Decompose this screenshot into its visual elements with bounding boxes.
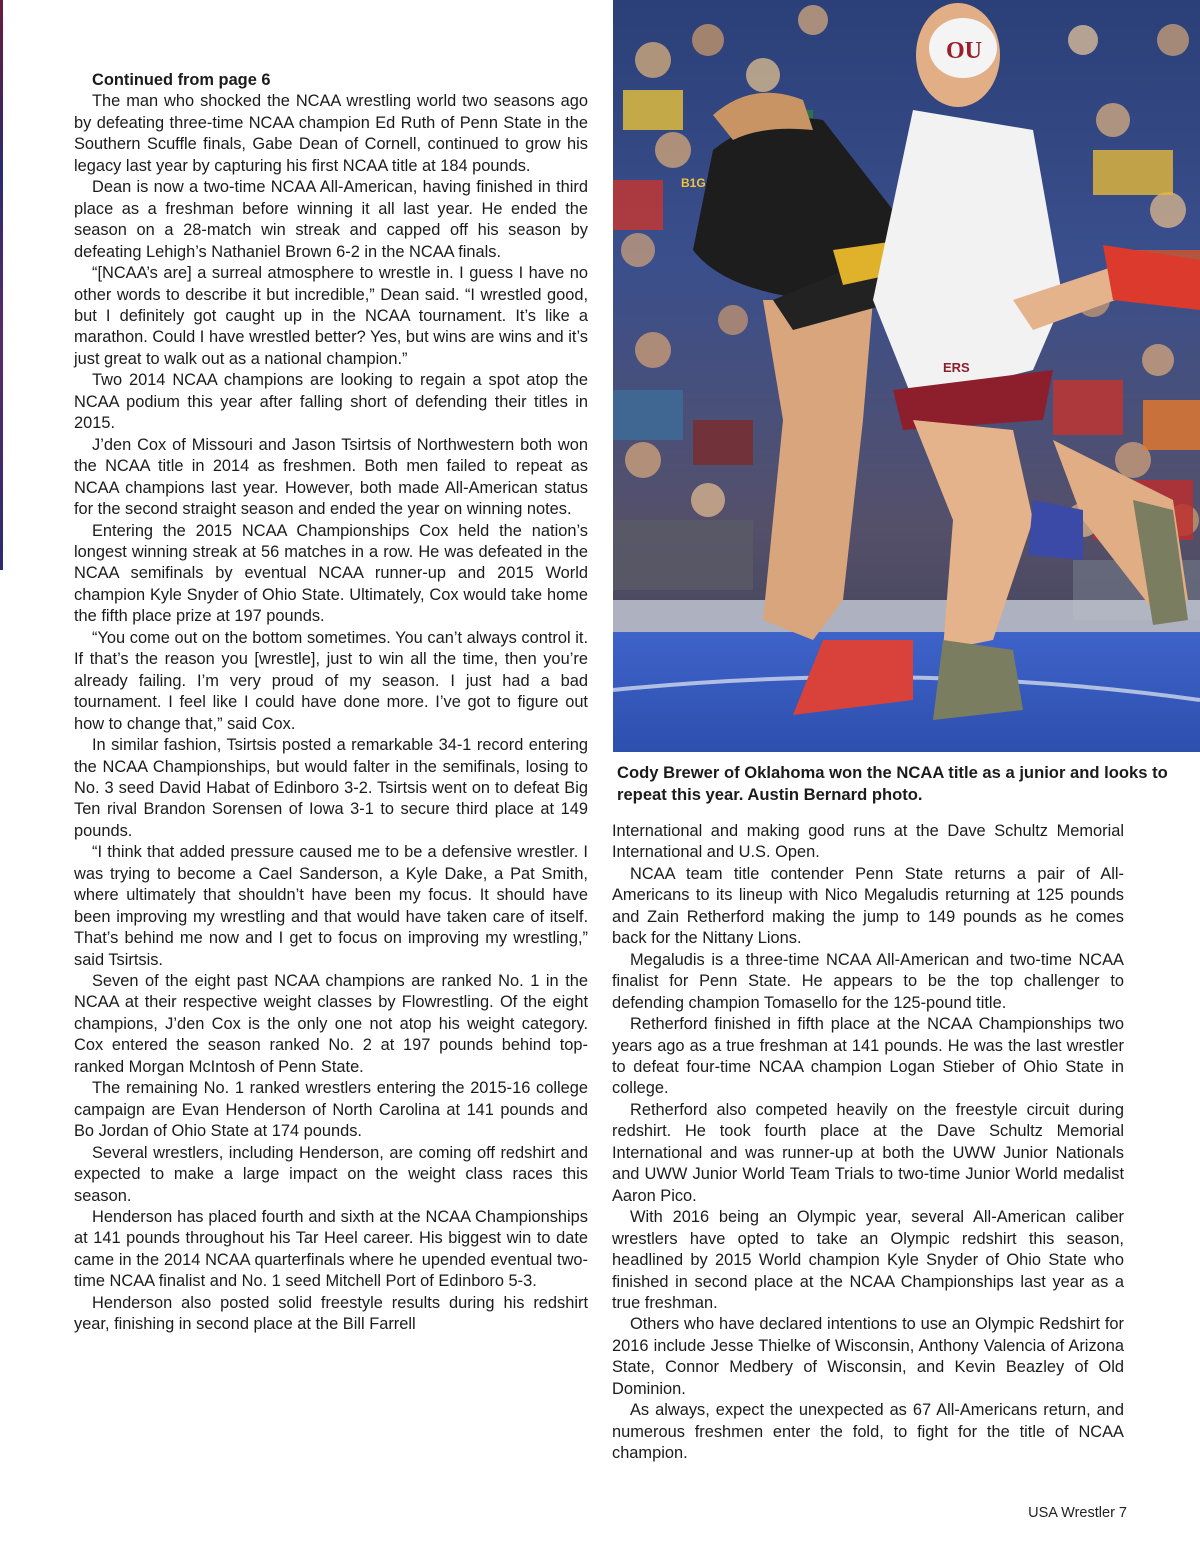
paragraph: The man who shocked the NCAA wrestling world two seasons ago by defeating three-time NCAA champion Ed Ruth of Penn State in the Southern Scuffle finals, Gabe Dean of Cornell, continued to grow his legacy last year by capturing his first NCAA title at 184 pounds. bbox=[74, 92, 588, 175]
photo-caption: Cody Brewer of Oklahoma won the NCAA title as a junior and looks to repeat this year. Austin Bernard photo. bbox=[617, 763, 1168, 804]
paragraph: Entering the 2015 NCAA Championships Cox held the nation’s longest winning streak at 56 matches in a row. He was defeated in the NCAA semifinals by eventual NCAA runner-up and 2015 World champion Kyle Snyder of Ohio State. Ultimately, Cox would take home the fifth place prize at 197 pounds. bbox=[74, 521, 588, 626]
paragraph: Henderson has placed fourth and sixth at the NCAA Championships at 141 pounds throughout his Tar Heel career. His biggest win to date came in the 2014 NCAA quarterfinals where he upended eventual two-time NCAA finalist and No. 1 seed Mitchell Port of Edinboro 5-3. bbox=[74, 1208, 588, 1291]
paragraph: As always, expect the unexpected as 67 All-Americans return, and numerous freshmen enter the fold, to fight for the title of NCAA champion. bbox=[612, 1401, 1124, 1463]
paragraph: “[NCAA’s are] a surreal atmosphere to wrestle in. I guess I have no other words to describe it but incredible,” Dean said. “I wrestled good, but I definitely got caught up in the NCAA tournament. It’s like a marathon. Could I have wrestled better? Yes, but wins are wins and it’s just great to walk out as a national champion.” bbox=[74, 264, 588, 368]
page-folio: USA Wrestler 7 bbox=[1028, 1505, 1127, 1521]
paragraph: Several wrestlers, including Henderson, are coming off redshirt and expected to make a large impact on the weight class races this season. bbox=[74, 1143, 588, 1205]
paragraph: “You come out on the bottom sometimes. You can’t always control it. If that’s the reason you [wrestle], just to win all the time, then you’re already failing. I’m very proud of my season. I just had a bad tournament. I feel like I could have done more. I’ve got to figure out how to change that,” said Cox. bbox=[74, 628, 588, 733]
paragraph: Dean is now a two-time NCAA All-American, having finished in third place as a freshman before winning it all last year. He ended the season on a 28-match win streak and capped off his season by defeating Lehigh’s Nathaniel Brown 6-2 in the NCAA finals. bbox=[74, 178, 588, 261]
paragraph: J’den Cox of Missouri and Jason Tsirtsis of Northwestern both won the NCAA title in 2014 as freshmen. Both men failed to repeat as NCAA champions last year. However, both made All-American status for the second straight season and ended the year on winning notes. bbox=[74, 435, 588, 519]
headgear-logo: OU bbox=[946, 38, 982, 64]
paragraph: The remaining No. 1 ranked wrestlers entering the 2015-16 college campaign are Evan Henderson of North Carolina at 141 pounds and Bo Jordan of Ohio State at 174 pounds. bbox=[74, 1079, 588, 1141]
paragraph-continuation: International and making good runs at the Dave Schultz Memorial International and U.S. Open. bbox=[612, 822, 1124, 862]
paragraph: Retherford also competed heavily on the freestyle circuit during redshirt. He took fourth place at the Dave Schultz Memorial International and was runner-up at both the UWW Junior Nationals and UWW Junior World Team Trials to two-time Junior World medalist Aaron Pico. bbox=[612, 1100, 1124, 1205]
paragraph: “I think that added pressure caused me to be a defensive wrestler. I was trying to become a Cael Sanderson, a Kyle Dake, a Pat Smith, where ultimately that shouldn’t have been my focus. It should have been improving my wrestling and that would have taken care of itself. That’s behind me now and I get to focus on improving my wrestling,” said Tsirtsis. bbox=[74, 843, 588, 969]
singlet-front-text: ERS bbox=[943, 360, 970, 375]
paragraph: Seven of the eight past NCAA champions are ranked No. 1 in the NCAA at their respective weight classes by Flowrestling. Of the eight champions, J’den Cox is the only one not atop his weight category. Cox entered the season ranked No. 2 at 197 pounds behind top-ranked Morgan McIntosh of Penn State. bbox=[74, 972, 588, 1076]
left-article-column bbox=[74, 70, 588, 1336]
wrestling-photo bbox=[613, 0, 1200, 752]
singlet-b1g-text: B1G bbox=[681, 176, 706, 190]
page-edge-bar bbox=[0, 0, 3, 570]
paragraph: In similar fashion, Tsirtsis posted a remarkable 34-1 record entering the NCAA Championships, but would falter in the semifinals, losing to No. 3 seed David Habat of Edinboro 3-2. Tsirtsis went on to defeat Big Ten rival Brandon Sorensen of Iowa 3-1 to secure third place at 149 pounds. bbox=[74, 736, 588, 840]
paragraph: Others who have declared intentions to use an Olympic Redshirt for 2016 include Jesse Thielke of Wisconsin, Anthony Valencia of Arizona State, Connor Medbery of Wisconsin, and Kevin Beazley of Old Dominion. bbox=[612, 1315, 1124, 1398]
paragraph: Henderson also posted solid freestyle results during his redshirt year, finishing in second place at the Bill Farrell bbox=[74, 1293, 588, 1334]
paragraph: NCAA team title contender Penn State returns a pair of All-Americans to its lineup with Nico Megaludis returning at 125 pounds and Zain Retherford making the jump to 149 pounds as he comes back for the Nittany Lions. bbox=[612, 864, 1124, 948]
right-article-column bbox=[612, 821, 1124, 1465]
paragraph: Two 2014 NCAA champions are looking to regain a spot atop the NCAA podium this year after falling short of defending their titles in 2015. bbox=[74, 371, 588, 433]
paragraph: With 2016 being an Olympic year, several All-American caliber wrestlers have opted to take an Olympic redshirt this season, headlined by 2015 World champion Kyle Snyder of Ohio State who finished in second place at the NCAA Championships last year as a true freshman. bbox=[612, 1208, 1124, 1312]
paragraph: Retherford finished in fifth place at the NCAA Championships two years ago as a true freshman at 141 pounds. He was the last wrestler to defeat four-time NCAA champion Logan Stieber of Ohio State in college. bbox=[612, 1015, 1124, 1098]
paragraph: Megaludis is a three-time NCAA All-American and two-time NCAA finalist for Penn State. He appears to be the top challenger to defending champion Tomasello for the 125-pound title. bbox=[612, 950, 1124, 1012]
continued-kicker: Continued from page 6 bbox=[92, 71, 271, 89]
